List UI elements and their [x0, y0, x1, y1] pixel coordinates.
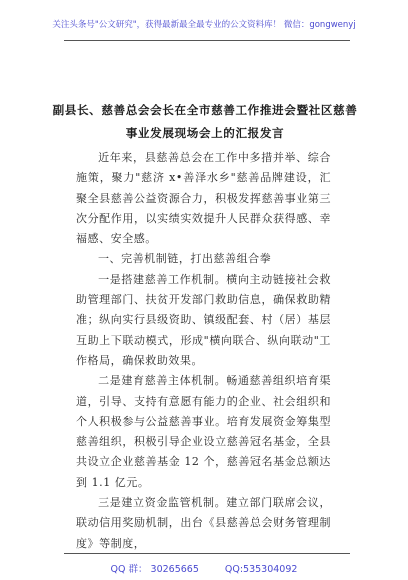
paragraph: 一是搭建慈善工作机制。横向主动链接社会救助管理部门、扶贫开发部门救助信息，确保救助精准；纵向实行县级资助、镇级配套、村（居）基层互助上下联动模式，形成"横向联合、纵向联动"工作格局，确保救助效果。 [76, 272, 331, 367]
header-divider [64, 40, 350, 41]
footer-divider [64, 553, 350, 554]
page-footer [0, 553, 408, 580]
document-title-line-1: 副县长、慈善总会会长在全市慈善工作推进会暨社区慈善 [52, 103, 358, 117]
page-header [0, 0, 408, 42]
document-title-line-2: 事业发展现场会上的汇报发言 [125, 126, 285, 140]
footer-contact [0, 561, 408, 575]
document-body [76, 148, 331, 554]
section-heading: 一、完善机制链，打出慈善组合拳 [98, 252, 272, 266]
paragraph: 三是建立资金监管机制。建立部门联席会议，联动信用奖励机制，出台《县慈善总会财务管理制度》等制度， [76, 496, 331, 550]
header-notice: 关注头条号"公文研究"，获得最新最全最专业的公文资料库！ 微信：gongwenyj [52, 20, 356, 30]
paragraph: 二是建育慈善主体机制。畅通慈善组织培育渠道，引导、支持有意愿有能力的企业、社会组织和个人积极参与公益慈善事业。培育发展资金筹集型慈善组织，积极引导企业设立慈善冠名基金，全县共设立企业慈善基金 12 个，慈善冠名基金总额达到 1.1 亿元。 [76, 374, 331, 489]
footer-qq-group: QQ 群： 30265665 [110, 564, 199, 575]
footer-qq: QQ:535304092 [224, 564, 298, 575]
paragraph: 近年来，县慈善总会在工作中多措并举、综合施策，聚力"慈济 x•善泽水乡"慈善品牌建设，汇聚全县慈善公益资源合力，积极发挥慈善事业第三次分配作用，以实绩实效提升人民群众获得感、幸福感、安全感。 [76, 151, 331, 246]
